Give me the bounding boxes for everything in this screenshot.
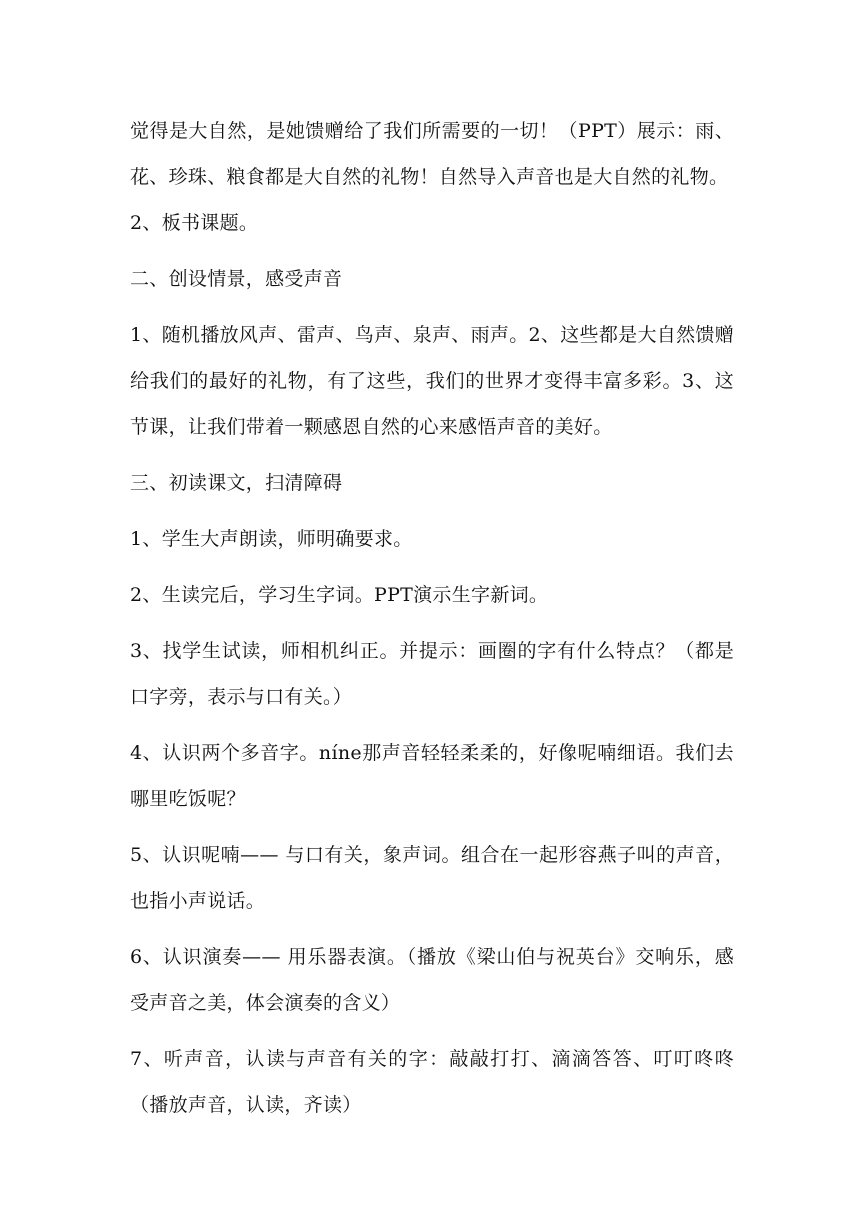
paragraph-intro: 觉得是大自然，是她馈赠给了我们所需要的一切！（PPT）展示：雨、花、珍珠、粮食都是大自然的礼物！自然导入声音也是大自然的礼物。 <box>130 120 734 188</box>
list-item-1: 1、学生大声朗读，师明确要求。 <box>130 528 413 550</box>
section-heading-3: 三、初读课文，扫清障碍 <box>130 472 343 494</box>
list-item-3: 3、找学生试读，师相机纠正。并提示：画圈的字有什么特点？（都是口字旁，表示与口有关。） <box>130 640 734 708</box>
list-item-4: 4、认识两个多音字。níne那声音轻轻柔柔的，好像呢喃细语。我们去哪里吃饭呢？ <box>130 742 734 810</box>
list-item-2: 2、生读完后，学习生字词。PPT演示生字新词。 <box>130 584 549 606</box>
paragraph-sounds: 1、随机播放风声、雷声、鸟声、泉声、雨声。2、这些都是大自然馈赠给我们的最好的礼物，有了这些，我们的世界才变得丰富多彩。3、这节课，让我们带着一颗感恩自然的心来感悟声音的美好。 <box>130 324 734 438</box>
list-item-7: 7、听声音，认读与声音有关的字：敲敲打打、滴滴答答、叮叮咚咚（播放声音，认读，齐读） <box>130 1048 734 1116</box>
list-item-5: 5、认识呢喃—— 与口有关，象声词。组合在一起形容燕子叫的声音，也指小声说话。 <box>130 844 734 912</box>
paragraph-board-title: 2、板书课题。 <box>130 212 259 234</box>
section-heading-2: 二、创设情景，感受声音 <box>130 268 343 290</box>
document-body <box>130 108 734 1128</box>
list-item-6: 6、认识演奏—— 用乐器表演。（播放《梁山伯与祝英台》交响乐，感受声音之美，体会演奏的含义） <box>130 946 734 1014</box>
